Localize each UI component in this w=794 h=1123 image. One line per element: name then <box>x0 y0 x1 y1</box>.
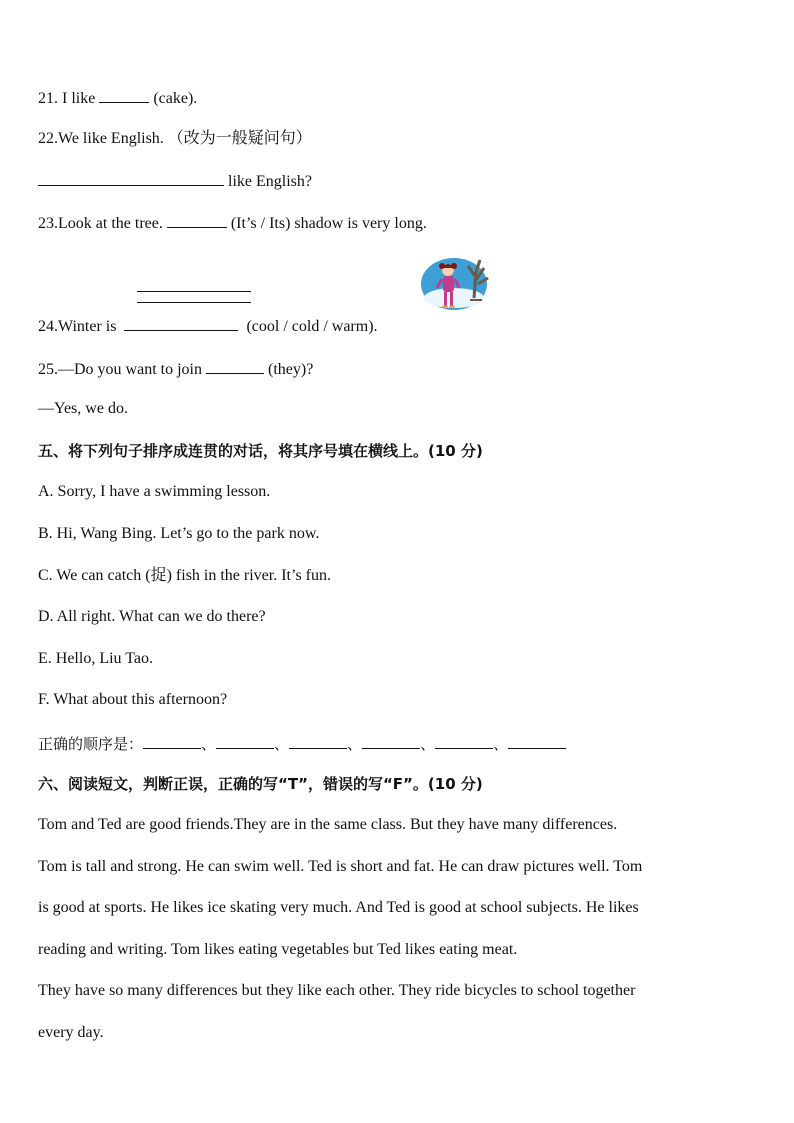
section-6-heading: 六、阅读短文，判断正误，正确的写“T”，错误的写“F”。(10 分) <box>38 775 483 793</box>
order-blank-5[interactable] <box>435 732 493 749</box>
order-blank-6[interactable] <box>508 732 566 749</box>
passage-line: is good at sports. He likes ice skating very much. And Ted is good at school subjects. He likes <box>38 899 639 916</box>
passage-line: every day. <box>38 1024 104 1041</box>
separator: 、 <box>274 735 290 753</box>
dialogue-item-d: D. All right. What can we do there? <box>38 608 266 625</box>
order-blank-4[interactable] <box>362 732 420 749</box>
question-22-answer-text: like English? <box>224 173 312 190</box>
question-23-hint: (It’s / Its) shadow is very long. <box>226 215 427 232</box>
passage-line: Tom and Ted are good friends.They are in the same class. But they have many differences. <box>38 816 618 833</box>
order-blank-3[interactable] <box>289 732 347 749</box>
dialogue-item-e: E. Hello, Liu Tao. <box>38 650 154 667</box>
dialogue-item-b: B. Hi, Wang Bing. Let’s go to the park now. <box>38 525 320 542</box>
dialogue-item-c: C. We can catch (捉) fish in the river. It’s fun. <box>38 567 332 584</box>
answer-blank-21[interactable] <box>99 86 149 103</box>
order-label: 正确的顺序是： <box>38 735 144 753</box>
answer-stack-24 <box>137 291 251 313</box>
passage-line: reading and writing. Tom likes eating vegetables but Ted likes eating meat. <box>38 941 518 958</box>
question-24 <box>38 314 378 338</box>
answer-blank-25[interactable] <box>206 357 264 374</box>
question-25-hint: (they)? <box>264 361 314 378</box>
order-blank-2[interactable] <box>216 732 274 749</box>
dialogue-item-f: F. What about this afternoon? <box>38 691 228 708</box>
question-24-hint: (cool / cold / warm). <box>242 318 378 335</box>
winter-tree-girl-illustration <box>418 254 502 320</box>
separator: 、 <box>201 735 217 753</box>
separator: 、 <box>420 735 436 753</box>
order-answer-row <box>38 732 566 755</box>
question-25-reply <box>38 398 128 420</box>
separator: 、 <box>347 735 363 753</box>
question-23 <box>38 211 427 235</box>
order-blank-1[interactable] <box>143 732 201 749</box>
passage-line: Tom is tall and strong. He can swim well. Ted is short and fat. He can draw pictures well. Tom <box>38 858 643 875</box>
dialogue-item-a: A. Sorry, I have a swimming lesson. <box>38 483 271 500</box>
question-25 <box>38 357 313 381</box>
question-22 <box>38 128 312 150</box>
answer-line-24-b[interactable] <box>137 302 251 303</box>
question-22-text: 22.We like English. （改为一般疑问句） <box>38 130 312 147</box>
answer-blank-24[interactable] <box>124 314 238 331</box>
question-24-text: 24.Winter is <box>38 318 121 335</box>
answer-blank-23[interactable] <box>167 211 227 228</box>
answer-blank-22[interactable] <box>38 169 224 186</box>
question-21-hint: (cake). <box>149 90 198 107</box>
reply-text: —Yes, we do. <box>38 400 128 417</box>
question-22-answer <box>38 169 312 193</box>
section-5-heading: 五、将下列句子排序成连贯的对话，将其序号填在横线上。(10 分) <box>38 442 483 460</box>
answer-line-24-a[interactable] <box>137 291 251 292</box>
separator: 、 <box>493 735 509 753</box>
question-25-text: 25.—Do you want to join <box>38 361 206 378</box>
question-23-text: 23.Look at the tree. <box>38 215 167 232</box>
question-21-text: 21. I like <box>38 90 100 107</box>
question-21 <box>38 86 197 110</box>
passage-line: They have so many differences but they like each other. They ride bicycles to school together <box>38 982 636 999</box>
